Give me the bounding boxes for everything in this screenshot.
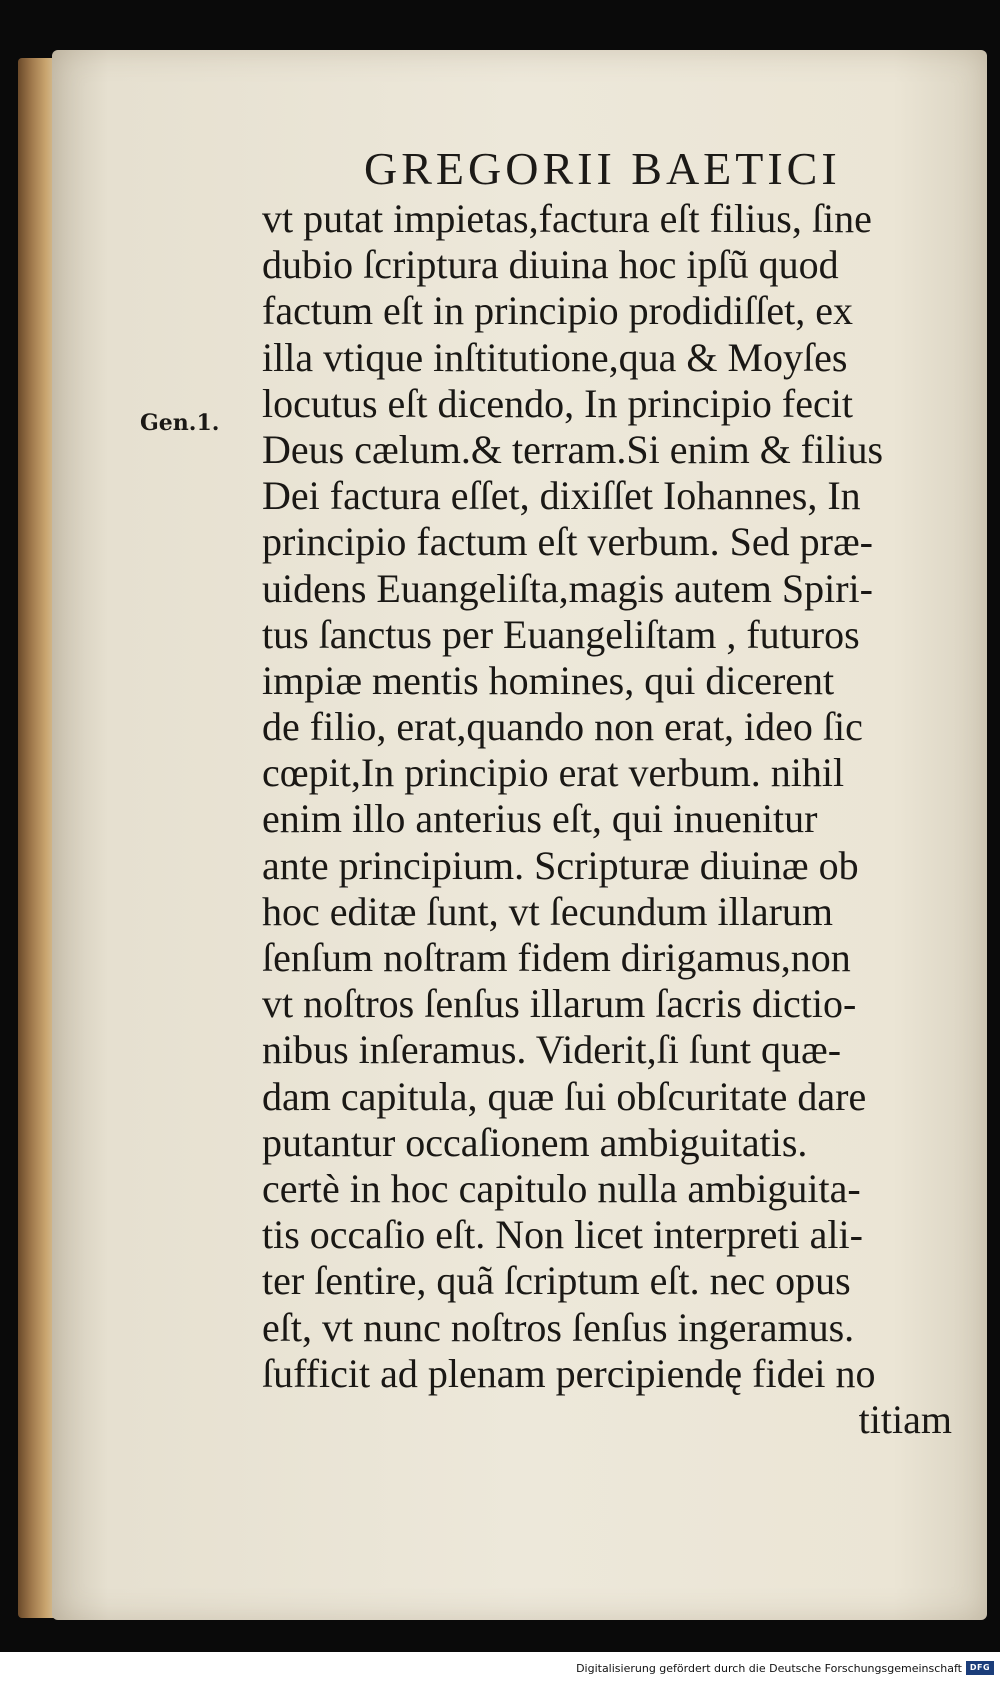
text-line: principio factum eſt verbum. Sed præ- xyxy=(262,519,873,565)
text-line: hoc editæ ſunt, vt ſecundum illarum xyxy=(262,888,834,934)
text-line: impiæ mentis homines, qui dicerent xyxy=(262,657,835,703)
text-line: de filio, erat,quando non erat, ideo ſic xyxy=(262,704,863,750)
running-head: GREGORII BAETICI xyxy=(364,143,841,194)
text-line: Dei factura eſſet, dixiſſet Iohannes, In xyxy=(262,473,861,519)
text-line: dam capitula, quæ ſui obſcuritate dare xyxy=(262,1073,867,1119)
text-line: vt putat impietas,factura eſt filius, ſine xyxy=(262,196,872,241)
text-line: Deus cælum.& terram.Si enim & filius xyxy=(262,426,884,472)
body-text xyxy=(262,196,952,1443)
footer-bar xyxy=(0,1652,1000,1690)
text-line: eſt, vt nunc noſtros ſenſus ingeramus. xyxy=(262,1304,855,1350)
text-line: uidens Euangeliſta,magis autem Spiri- xyxy=(262,565,873,611)
dfg-logo-icon: DFG xyxy=(966,1661,994,1675)
text-line: ante principium. Scripturæ diuinæ ob xyxy=(262,842,859,888)
text-line: vt noſtros ſenſus illarum ſacris dictio- xyxy=(262,981,857,1027)
text-line: illa vtique inſtitutione,qua & Moyſes xyxy=(262,334,848,380)
funding-credit: Digitalisierung gefördert durch die Deutsche Forschungsgemeinschaft xyxy=(576,1662,962,1675)
text-line: tis occaſio eſt. Non licet interpreti ali- xyxy=(262,1212,863,1258)
text-line: certè in hoc capitulo nulla ambiguita- xyxy=(262,1165,861,1211)
text-line: factum eſt in principio prodidiſſet, ex xyxy=(262,288,853,334)
text-line: cœpit,In principio erat verbum. nihil xyxy=(262,750,845,796)
text-line: ſenſum noſtram fidem dirigamus,non xyxy=(262,935,851,980)
margin-note: Gen.1. xyxy=(140,410,220,436)
text-line: ter ſentire, quã ſcriptum eſt. nec opus xyxy=(262,1258,851,1304)
text-line: tus ſanctus per Euangeliſtam , futuros xyxy=(262,611,860,657)
text-line: nibus inſeramus. Viderit,ſi ſunt quæ- xyxy=(262,1027,842,1073)
text-line: ſufficit ad plenam percipiendę fidei no xyxy=(262,1350,876,1396)
catchword: titiam xyxy=(858,1396,952,1442)
text-line: enim illo anterius eſt, qui inuenitur xyxy=(262,796,818,842)
text-line: putantur occaſionem ambiguitatis. xyxy=(262,1119,808,1165)
text-line: locutus eſt dicendo, In principio fecit xyxy=(262,380,853,426)
text-line: dubio ſcriptura diuina hoc ipſũ quod xyxy=(262,242,839,288)
